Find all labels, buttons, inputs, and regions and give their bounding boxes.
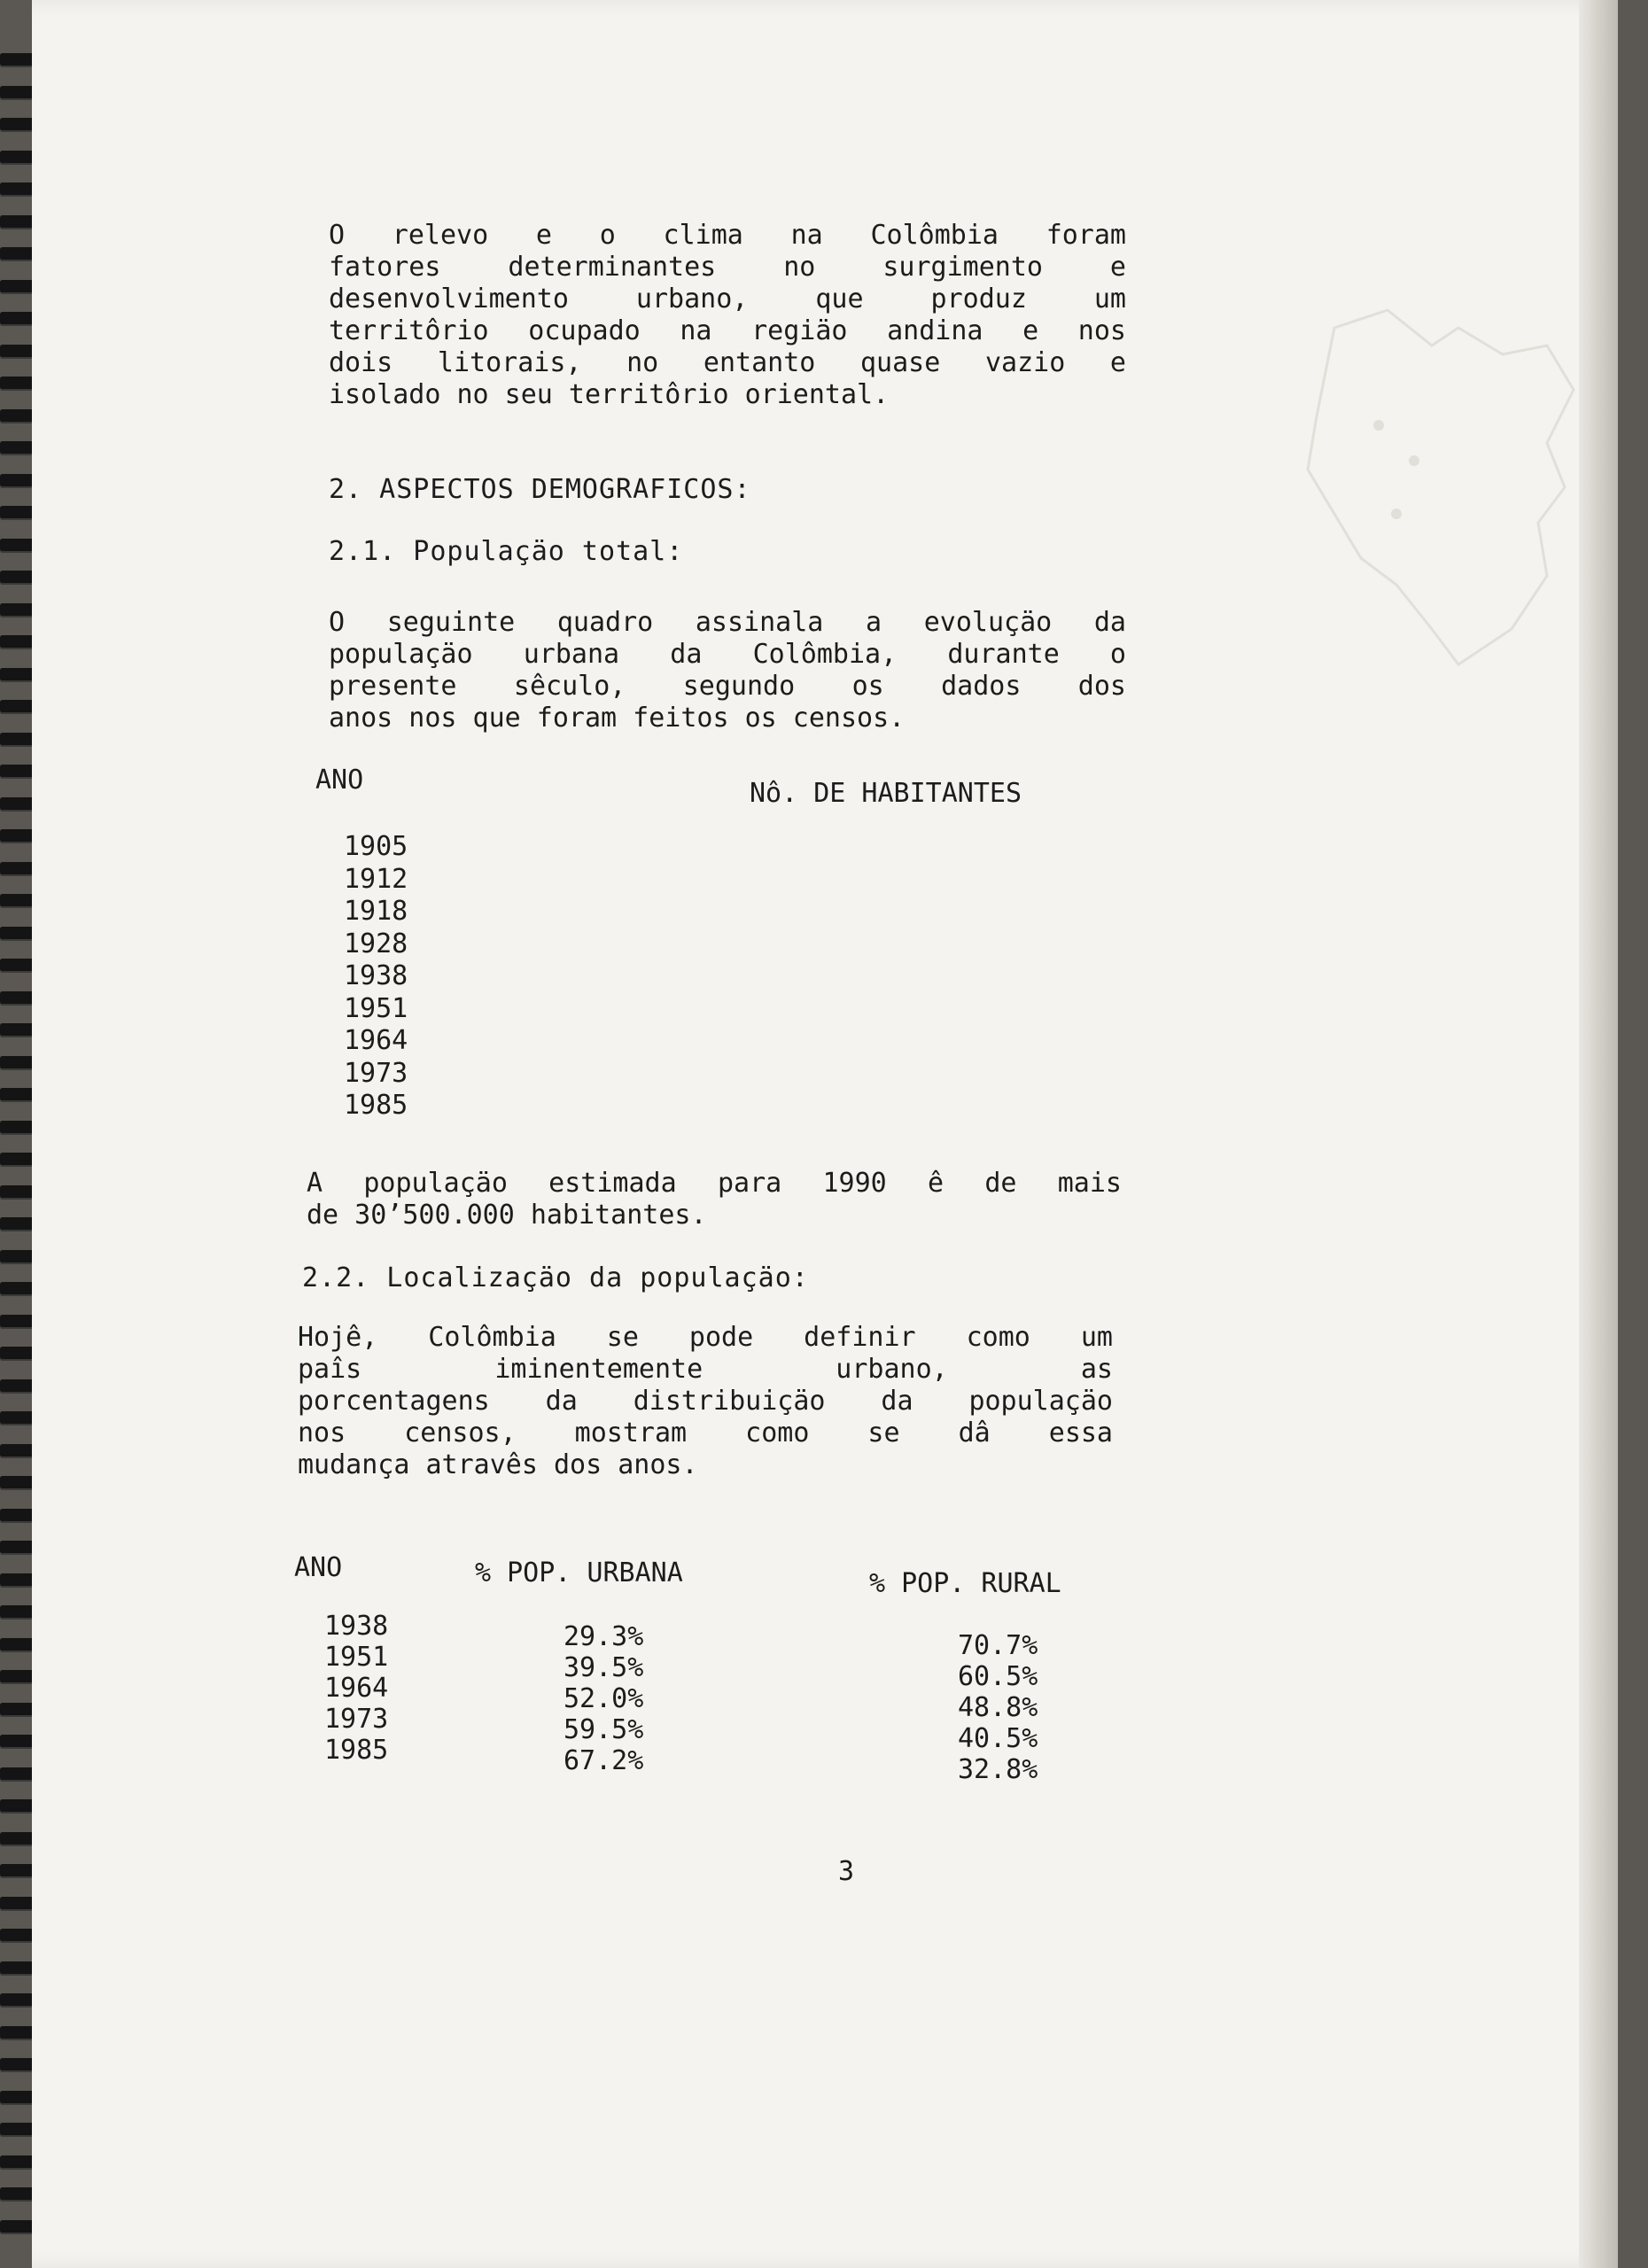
distribution-urban-cell: 67.2% — [564, 1745, 644, 1776]
section-2-title: 2. ASPECTOS DEMOGRAFICOS: — [329, 474, 751, 505]
paragraph-line: porcentagens da distribuiçäo da populaçäo — [298, 1386, 1113, 1417]
paragraph-line: anos nos que foram feitos os censos. — [329, 703, 906, 734]
distribution-rural-cell: 40.5% — [958, 1723, 1038, 1754]
population-year-cell: 1918 — [344, 896, 408, 927]
intro-line: dois litorais, no entanto quase vazio e — [329, 347, 1126, 378]
bleed-through-map-outline — [1281, 292, 1600, 682]
population-year-cell: 1951 — [344, 992, 408, 1024]
paragraph-line: A populaçäo estimada para 1990 ê de mais — [307, 1168, 1122, 1199]
distribution-year-cell: 1985 — [324, 1735, 389, 1766]
population-year-cell: 1928 — [344, 928, 408, 959]
section-2-2-title: 2.2. Localizaçäo da populaçäo: — [302, 1262, 809, 1293]
distribution-col-year: ANO — [294, 1552, 343, 1583]
population-year-cell: 1973 — [344, 1057, 408, 1089]
paragraph-line: de 30’500.000 habitantes. — [307, 1200, 707, 1231]
intro-line: isolado no seu territôrio oriental. — [329, 379, 890, 410]
population-col-inhabitants: Nô. DE HABITANTES — [750, 778, 1022, 809]
distribution-urban-cell: 52.0% — [564, 1683, 644, 1714]
page-number: 3 — [838, 1856, 855, 1887]
distribution-year-cell: 1951 — [324, 1642, 389, 1673]
population-year-cell: 1985 — [344, 1090, 408, 1121]
paragraph-line: mudança atravês dos anos. — [298, 1449, 698, 1480]
intro-line: desenvolvimento urbano, que produz um — [329, 284, 1126, 315]
paragraph-line: nos censos, mostram como se dâ essa — [298, 1418, 1113, 1449]
population-year-cell: 1938 — [344, 960, 408, 991]
paragraph-line: paîs iminentemente urbano, as — [298, 1354, 1113, 1385]
distribution-urban-cell: 29.3% — [564, 1621, 644, 1652]
intro-paragraph — [329, 220, 1126, 411]
distribution-year-cell: 1973 — [324, 1704, 389, 1735]
intro-line: territôrio ocupado na regiäo andina e nos — [329, 315, 1126, 346]
distribution-rural-cell: 70.7% — [958, 1630, 1038, 1661]
population-year-cell: 1912 — [344, 863, 408, 895]
section-2-2-paragraph — [298, 1322, 1113, 1481]
estimate-paragraph — [307, 1168, 1122, 1231]
distribution-col-urban: % POP. URBANA — [475, 1557, 683, 1588]
population-year-cell: 1964 — [344, 1025, 408, 1056]
distribution-rural-cell: 60.5% — [958, 1661, 1038, 1692]
intro-line: fatores determinantes no surgimento e — [329, 252, 1126, 283]
paragraph-line: Hojê, Colômbia se pode definir como um — [298, 1322, 1113, 1353]
paragraph-line: presente sêculo, segundo os dados dos — [329, 671, 1126, 702]
paragraph-line: populaçäo urbana da Colômbia, durante o — [329, 639, 1126, 670]
paragraph-line: O seguinte quadro assinala a evoluçäo da — [329, 607, 1126, 638]
distribution-rural-cell: 48.8% — [958, 1692, 1038, 1723]
document-page — [32, 0, 1618, 2268]
section-2-1-paragraph — [329, 607, 1126, 734]
distribution-year-cell: 1964 — [324, 1673, 389, 1704]
population-year-cell: 1905 — [344, 831, 408, 862]
distribution-urban-cell: 59.5% — [564, 1714, 644, 1745]
section-2-1-title: 2.1. Populaçäo total: — [329, 536, 684, 567]
distribution-year-cell: 1938 — [324, 1611, 389, 1642]
distribution-rural-cell: 32.8% — [958, 1754, 1038, 1785]
population-col-year: ANO — [315, 765, 364, 796]
distribution-urban-cell: 39.5% — [564, 1652, 644, 1683]
intro-line: O relevo e o clima na Colômbia foram — [329, 220, 1126, 251]
distribution-col-rural: % POP. RURAL — [869, 1568, 1061, 1599]
